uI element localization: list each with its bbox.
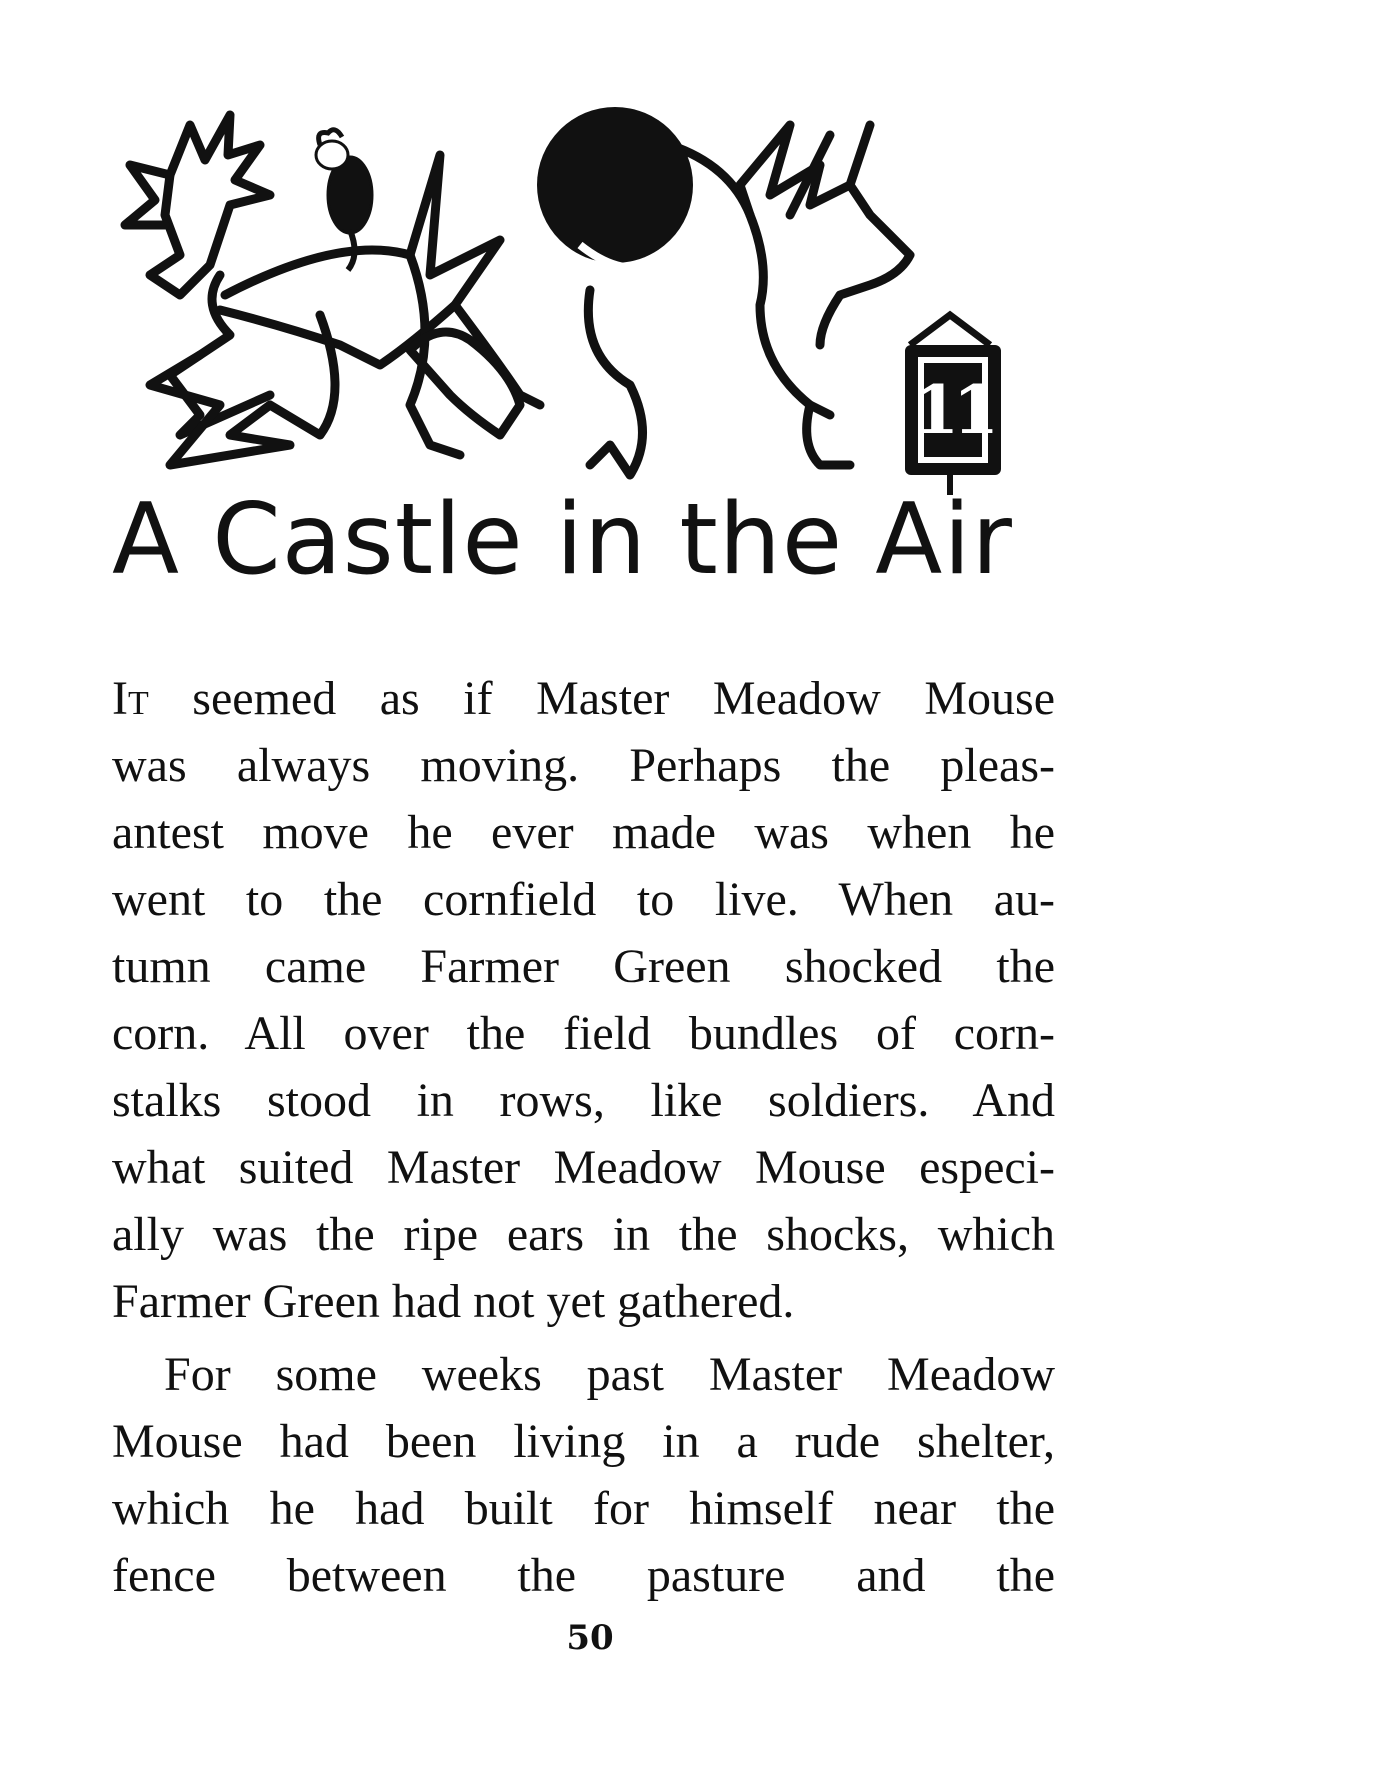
text-line: Farmer Green had not yet gathered.	[112, 1275, 795, 1328]
page-number: 50	[566, 1618, 614, 1658]
moon-drawing	[537, 107, 693, 263]
left-cornstalk-drawing	[150, 115, 270, 295]
chapter-title: A Castle in the Air	[112, 483, 1013, 597]
text-line: tumn came Farmer Green shocked the	[112, 940, 1055, 993]
right-cornstalk-drawing	[588, 290, 642, 475]
text-line: was always moving. Perhaps the pleas-	[112, 739, 1055, 792]
text-line: seemed as if Master Meadow Mouse	[192, 672, 1055, 725]
text-line: antest move he ever made was when he	[112, 806, 1055, 859]
text-line: what suited Master Meadow Mouse especi-	[112, 1141, 1055, 1194]
paragraph-2	[112, 1341, 1055, 1609]
text-line: corn. All over the field bundles of corn-	[112, 1007, 1055, 1060]
text-line: fence between the pasture and the	[112, 1549, 1055, 1602]
text-line	[112, 665, 1055, 732]
text-line: For some weeks past Master Meadow	[164, 1348, 1055, 1401]
chapter-number: 11	[913, 371, 993, 449]
text-line: went to the cornfield to live. When au-	[112, 873, 1055, 926]
text-line: ally was the ripe ears in the shocks, which	[112, 1208, 1055, 1261]
text-line: which he had built for himself near the	[112, 1482, 1055, 1535]
chapter-body-text	[112, 665, 1055, 1609]
text-line: stalks stood in rows, like soldiers. And	[112, 1074, 1055, 1127]
paragraph-lead-word: It	[112, 672, 149, 725]
paragraph-1	[112, 665, 1055, 1335]
text-line: Mouse had been living in a rude shelter,	[112, 1415, 1055, 1468]
